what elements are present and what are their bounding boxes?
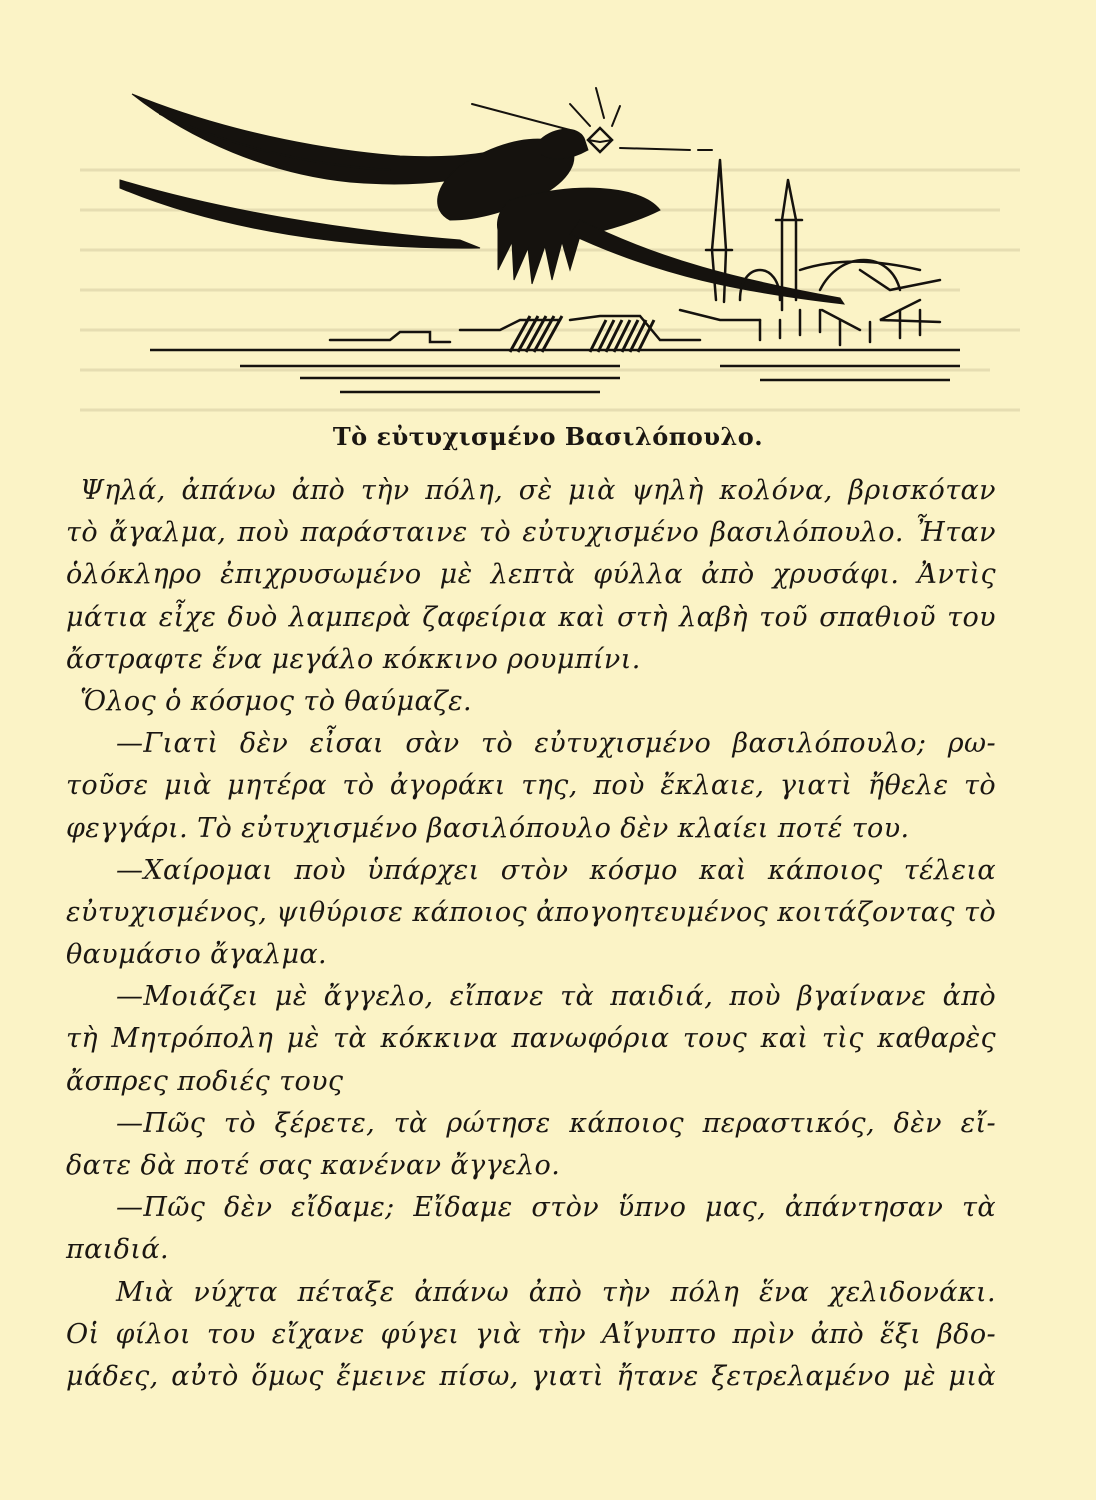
text-line: —Πῶς δὲν εἴδαμε; Εἴδαμε στὸν ὕπνο μας, ἀπάντησαν τὰ (116, 1192, 996, 1224)
text-line: Οἱ φίλοι του εἴχανε φύγει γιὰ τὴν Αἴγυπτο πρὶν ἀπὸ ἕξι βδο- (66, 1318, 996, 1350)
text-line: φεγγάρι. Τὸ εὐτυχισμένο βασιλόπουλο δὲν κλαίει ποτέ του. (66, 812, 910, 844)
text-line: τὴ Μητρόπολη μὲ τὰ κόκκινα πανωφόρια τους καὶ τὶς καθαρὲς (66, 1023, 996, 1055)
text-line: εὐτυχισμένος, ψιθύρισε κάποιος ἀπογοητευμένος κοιτάζοντας τὸ (66, 896, 996, 928)
text-line: —Χαίρομαι ποὺ ὑπάρχει στὸν κόσμο καὶ κάποιος τέλεια (116, 854, 996, 886)
text-line: μάτια εἶχε δυὸ λαμπερὰ ζαφείρια καὶ στὴ λαβὴ τοῦ σπαθιοῦ του (66, 601, 996, 633)
text-line: τοῦσε μιὰ μητέρα τὸ ἀγοράκι της, ποὺ ἔκλαιε, γιατὶ ἤθελε τὸ (66, 770, 996, 802)
text-line: Ὅλος ὁ κόσμος τὸ θαύμαζε. (80, 685, 472, 717)
chapter-title: Τὸ εὐτυχισμένο Βασιλόπουλο. (332, 422, 764, 451)
text-line: Μιὰ νύχτα πέταξε ἀπάνω ἀπὸ τὴν πόλη ἕνα χελιδονάκι. (116, 1276, 996, 1308)
text-line: θαυμάσιο ἄγαλμα. (66, 939, 328, 971)
text-line: —Μοιάζει μὲ ἄγγελο, εἴπανε τὰ παιδιά, ποὺ βγαίνανε ἀπὸ (116, 981, 996, 1013)
text-line: μάδες, αὐτὸ ὅμως ἔμεινε πίσω, γιατὶ ἤτανε ξετρελαμένο μὲ μιὰ (66, 1360, 996, 1392)
text-line: ὁλόκληρο ἐπιχρυσωμένο μὲ λεπτὰ φύλλα ἀπὸ χρυσάφι. Ἀντὶς (66, 559, 996, 591)
body-text (66, 470, 996, 1398)
text-line: —Γιατὶ δὲν εἶσαι σὰν τὸ εὐτυχισμένο βασιλόπουλο; ρω- (116, 728, 996, 760)
swallow-city-illustration (100, 70, 960, 410)
text-line: παιδιά. (66, 1234, 170, 1266)
text-line: ἄστραφτε ἕνα μεγάλο κόκκινο ρουμπίνι. (66, 643, 641, 675)
text-line: ἄσπρες ποδιές τους (66, 1065, 344, 1097)
text-line: τὸ ἄγαλμα, ποὺ παράσταινε τὸ εὐτυχισμένο βασιλόπουλο. Ἦταν (66, 517, 996, 549)
text-line: Ψηλά, ἀπάνω ἀπὸ τὴν πόλη, σὲ μιὰ ψηλὴ κολόνα, βρισκόταν (80, 475, 996, 506)
text-line: —Πῶς τὸ ξέρετε, τὰ ρώτησε κάποιος περαστικός, δὲν εἴ- (116, 1107, 996, 1139)
text-line: δατε δὰ ποτέ σας κανέναν ἄγγελο. (66, 1150, 561, 1181)
